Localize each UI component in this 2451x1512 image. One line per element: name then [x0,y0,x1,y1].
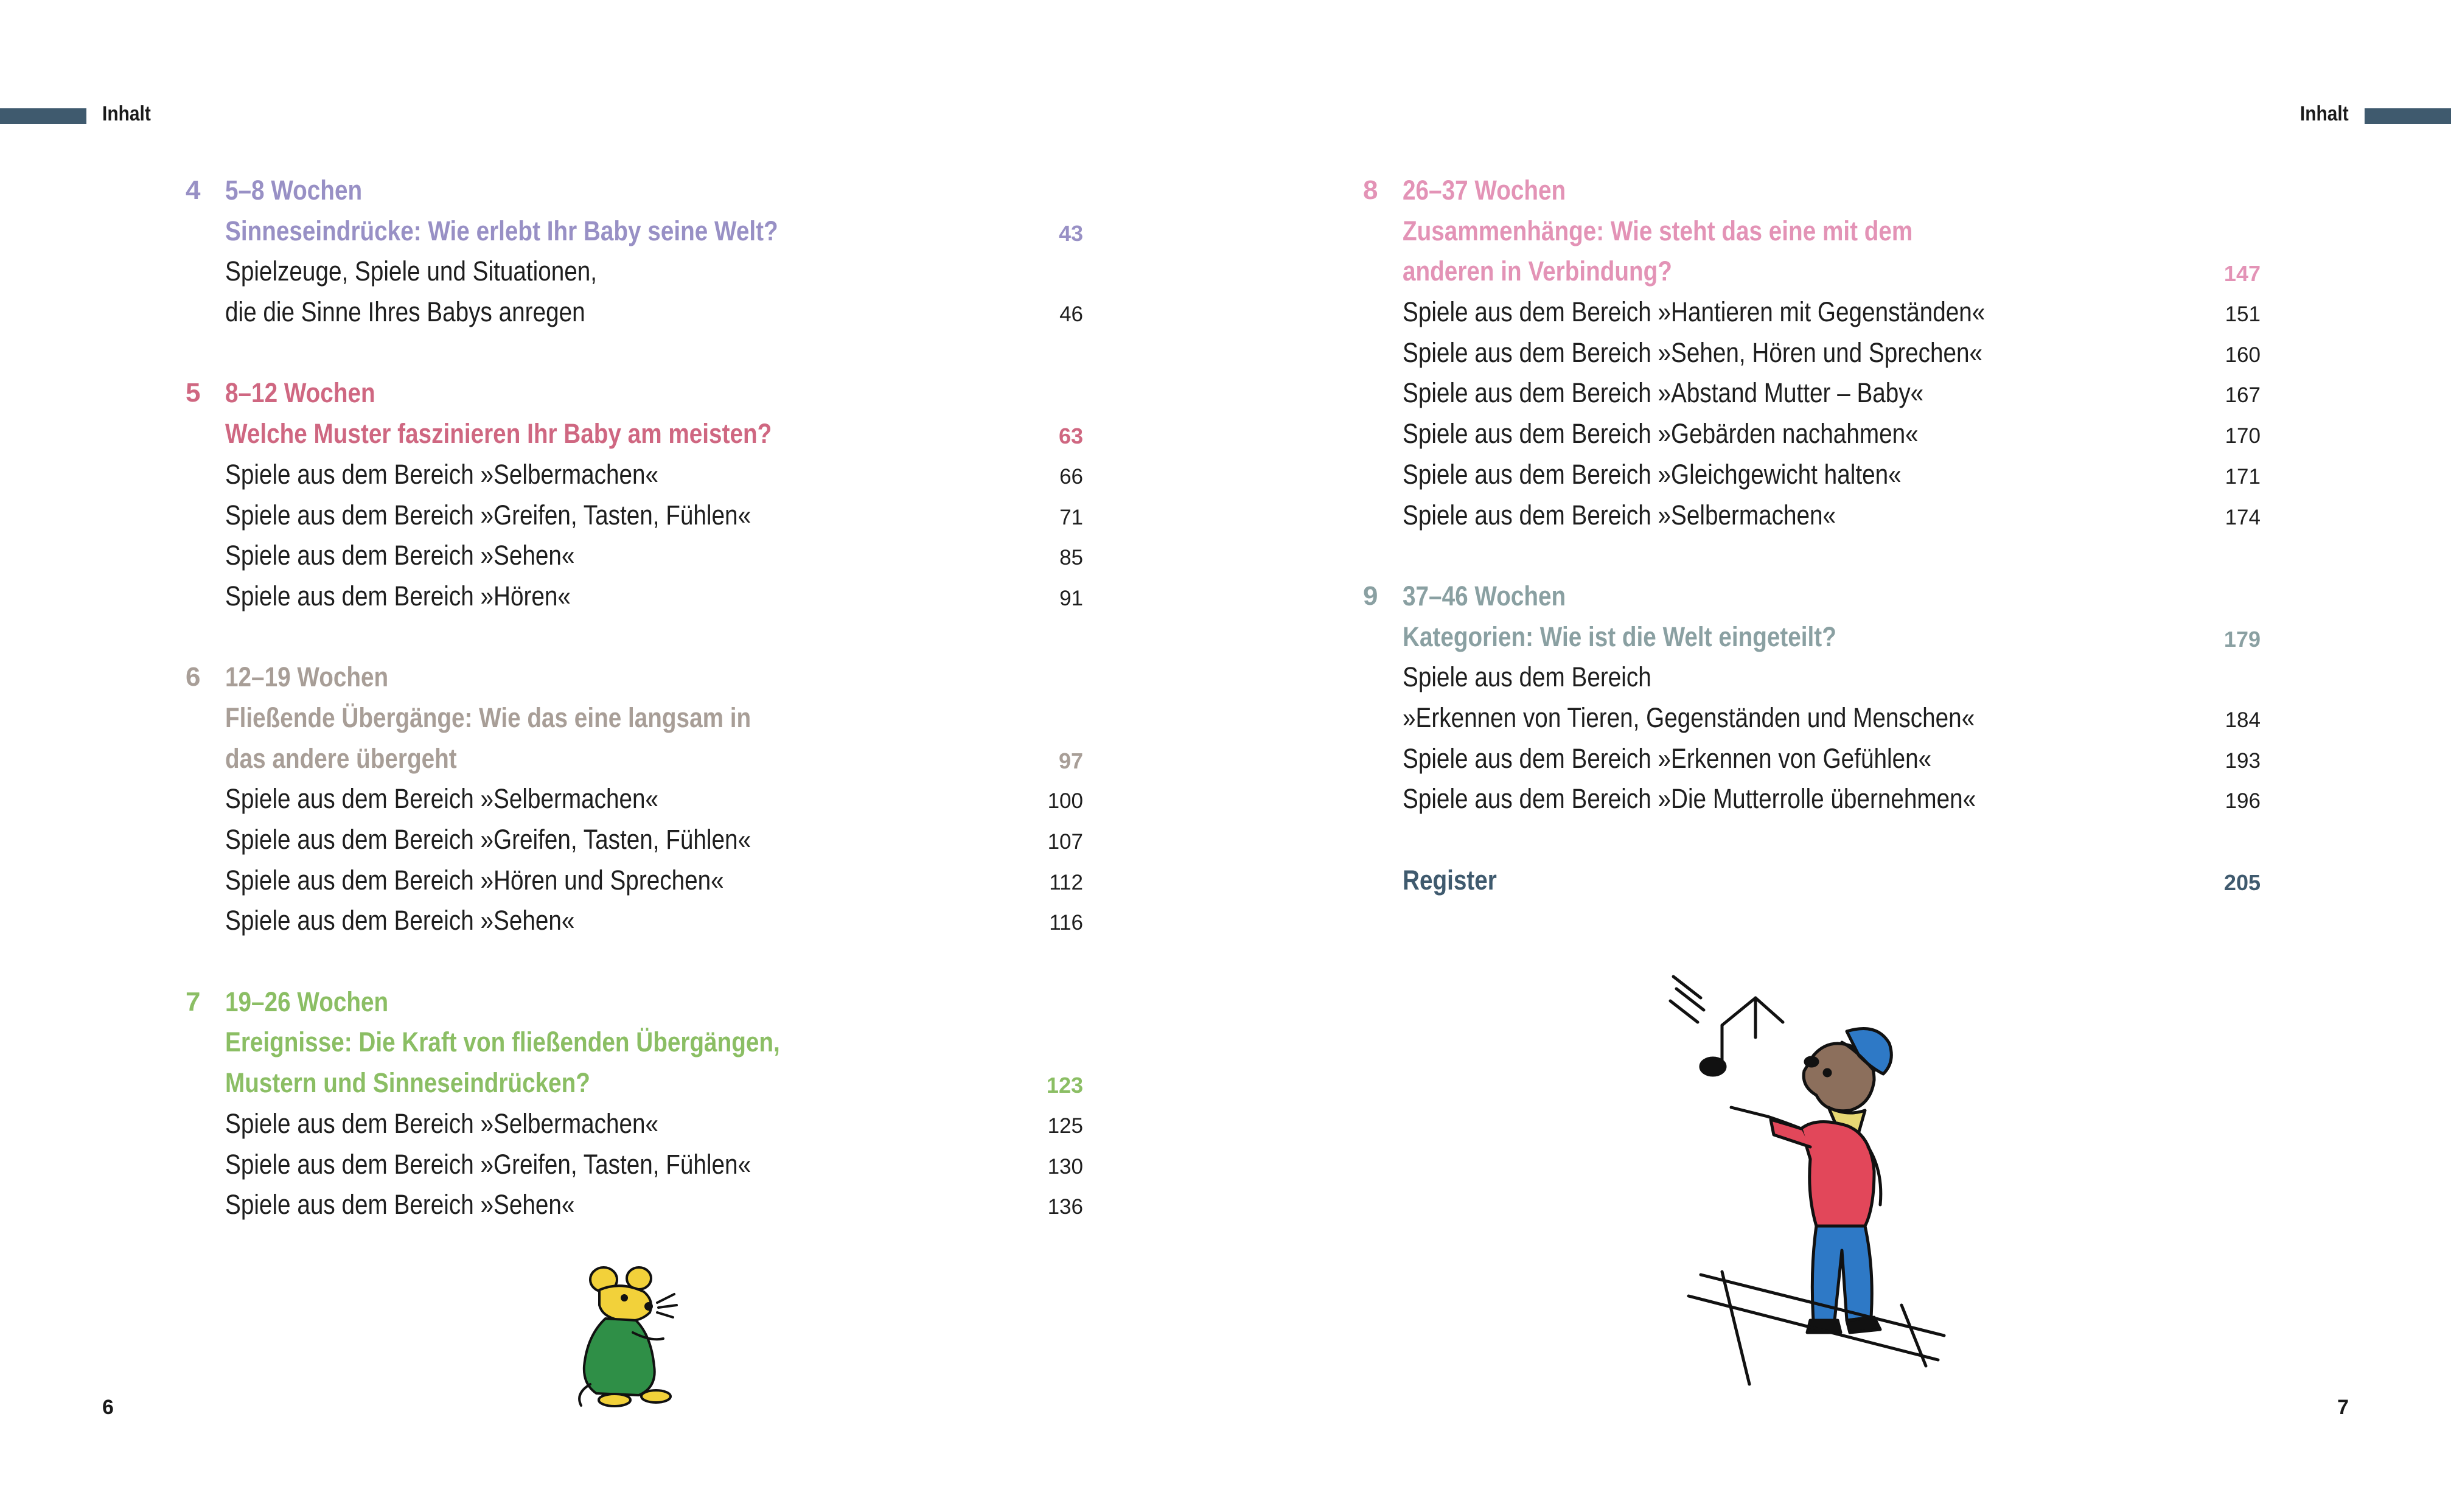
toc-entry [1363,495,2261,536]
entry-text: Spiele aus dem Bereich »Hantieren mit Gegenständen« [1403,296,1986,328]
header-bar [2365,108,2451,124]
chapter-title: 8–12 Wochen [225,377,375,409]
entry-text: Spiele aus dem Bereich »Greifen, Tasten, Fühlen« [225,499,751,531]
chapter-title: 26–37 Wochen [1403,175,1566,206]
register-title: Register [1403,864,1497,896]
entry-text: die die Sinne Ihres Babys anregen [225,296,585,328]
entry-text: anderen in Verbindung? [1403,256,1672,287]
page-number: 174 [2225,505,2261,529]
right-page [1226,0,2451,1512]
entry-text: Spiele aus dem Bereich »Die Mutterrolle übernehmen« [1403,783,1976,815]
toc-entry [186,455,1083,495]
header-bar [0,108,86,124]
page-number-right: 7 [2337,1396,2349,1419]
toc-entry [1363,414,2261,455]
page-number: 184 [2225,708,2261,732]
page-number: 112 [1049,870,1083,894]
entry-text: Spiele aus dem Bereich »Hören und Sprechen« [225,864,724,896]
page-number: 46 [1059,302,1083,327]
chapter-title: 5–8 Wochen [225,175,363,206]
toc-entry [1363,779,2261,820]
entry-text: Spiele aus dem Bereich »Selbermachen« [1403,499,1836,531]
chapter-heading [186,170,1083,211]
running-header: Inhalt [2300,102,2349,125]
chapter-title: 19–26 Wochen [225,986,389,1017]
toc-section-6 [186,657,1083,941]
toc-entry [186,495,1083,536]
page-number: 160 [2225,343,2261,367]
toc-entry [186,779,1083,820]
entry-text: Spiele aus dem Bereich »Sehen« [225,540,575,571]
page-number: 171 [2225,464,2261,489]
toc-entry [1363,455,2261,495]
toc-entry [186,1144,1083,1185]
toc-entry [1363,739,2261,779]
entry-text: Spiele aus dem Bereich »Sehen« [225,1189,575,1221]
mouse-icon [572,1263,694,1412]
chapter-number: 6 [186,662,201,692]
page-number: 63 [1058,423,1083,449]
toc-entry [186,1104,1083,1144]
toc-entry [186,414,1083,455]
entry-text: Spiele aus dem Bereich »Gleichgewicht halten« [1403,458,1902,490]
running-header: Inhalt [102,102,151,125]
page-number: 116 [1049,911,1083,935]
toc-entry [1363,333,2261,374]
toc-register [1363,860,2261,901]
page-number: 147 [2223,261,2261,287]
entry-text: Sinneseindrücke: Wie erlebt Ihr Baby seine Welt? [225,215,778,246]
entry-text: Spiele aus dem Bereich »Selbermachen« [225,458,659,490]
chapter-title: 37–46 Wochen [1403,580,1566,611]
entry-text: Fließende Übergänge: Wie das eine langsam in [225,702,751,733]
toc-entry [186,1185,1083,1225]
toc-section-4 [186,170,1083,333]
toc-entry [186,211,1083,252]
toc-entry [186,1022,1083,1063]
entry-text: Kategorien: Wie ist die Welt eingeteilt? [1403,621,1836,652]
entry-text: Spiele aus dem Bereich »Selbermachen« [225,1107,659,1139]
chapter-number: 7 [186,986,201,1017]
page-number: 123 [1046,1073,1083,1098]
chapter-number: 8 [1363,175,1378,205]
toc-section-5 [186,373,1083,616]
entry-text: Spiele aus dem Bereich »Erkennen von Gefühlen« [1403,742,1932,774]
page-number: 170 [2225,424,2261,448]
chapter-number: 5 [186,378,201,408]
page-number: 91 [1059,586,1083,610]
toc-entry [186,860,1083,901]
toc-entry [186,292,1083,333]
chapter-number: 4 [186,175,201,205]
page-number: 97 [1058,748,1083,773]
entry-text: Zusammenhänge: Wie steht das eine mit dem [1403,215,1913,246]
chapter-title: 12–19 Wochen [225,661,389,693]
entry-text: Spiele aus dem Bereich [1403,661,1651,693]
chapter-heading [186,657,1083,698]
entry-text: Spiele aus dem Bereich »Gebärden nachahmen« [1403,418,1919,450]
toc-entry [186,739,1083,779]
page-number: 136 [1047,1195,1083,1219]
toc-entry [186,698,1083,739]
entry-text: Spiele aus dem Bereich »Sehen« [225,905,575,936]
toc-entry [1363,373,2261,414]
page-number-left: 6 [102,1396,114,1419]
chapter-heading [1363,170,2261,211]
entry-text: Ereignisse: Die Kraft von fließenden Übergängen, [225,1026,780,1058]
entry-text: das andere übergeht [225,742,457,774]
toc-entry [1363,211,2261,252]
page-number: 196 [2225,789,2261,813]
entry-text: Spiele aus dem Bereich »Greifen, Tasten, Fühlen« [225,824,751,855]
toc-entry [1363,698,2261,739]
toc-entry [186,251,1083,292]
toc-entry [1363,657,2261,698]
page-number: 125 [1047,1113,1083,1138]
page-number: 151 [2225,302,2261,327]
toc-entry [186,535,1083,576]
page-number: 205 [2223,869,2261,895]
toc-section-9 [1363,576,2261,820]
page-number: 100 [1047,789,1083,813]
page-number: 130 [1047,1154,1083,1179]
page-number: 66 [1059,464,1083,489]
singing-bear-icon [1664,964,1956,1390]
toc-left [186,170,1083,1266]
entry-text: Welche Muster faszinieren Ihr Baby am meisten? [225,418,772,450]
toc-right [1363,170,2261,941]
page-number: 193 [2225,748,2261,773]
entry-text: Spiele aus dem Bereich »Abstand Mutter – Baby« [1403,377,1924,409]
entry-text: Spiele aus dem Bereich »Sehen, Hören und Sprechen« [1403,336,1983,368]
page-number: 167 [2225,383,2261,408]
entry-text: Spiele aus dem Bereich »Greifen, Tasten, Fühlen« [225,1148,751,1180]
entry-text: Mustern und Sinneseindrücken? [225,1067,590,1099]
toc-entry [186,901,1083,941]
toc-entry [186,820,1083,860]
entry-text: »Erkennen von Tieren, Gegenständen und Menschen« [1403,702,1975,733]
toc-entry [1363,251,2261,292]
page-number: 85 [1059,546,1083,570]
toc-entry [186,576,1083,617]
toc-section-7 [186,982,1083,1225]
chapter-heading [1363,576,2261,617]
chapter-number: 9 [1363,580,1378,611]
page-number: 179 [2223,626,2261,652]
entry-text: Spielzeuge, Spiele und Situationen, [225,256,598,287]
entry-text: Spiele aus dem Bereich »Hören« [225,580,571,611]
chapter-heading [186,373,1083,414]
toc-entry [186,1063,1083,1104]
chapter-heading [186,982,1083,1023]
page-number: 43 [1058,220,1083,246]
entry-text: Spiele aus dem Bereich »Selbermachen« [225,783,659,815]
toc-entry [1363,860,2261,901]
toc-section-8 [1363,170,2261,535]
page-number: 107 [1047,830,1083,854]
page-number: 71 [1059,505,1083,529]
toc-entry [1363,617,2261,658]
toc-entry [1363,292,2261,333]
